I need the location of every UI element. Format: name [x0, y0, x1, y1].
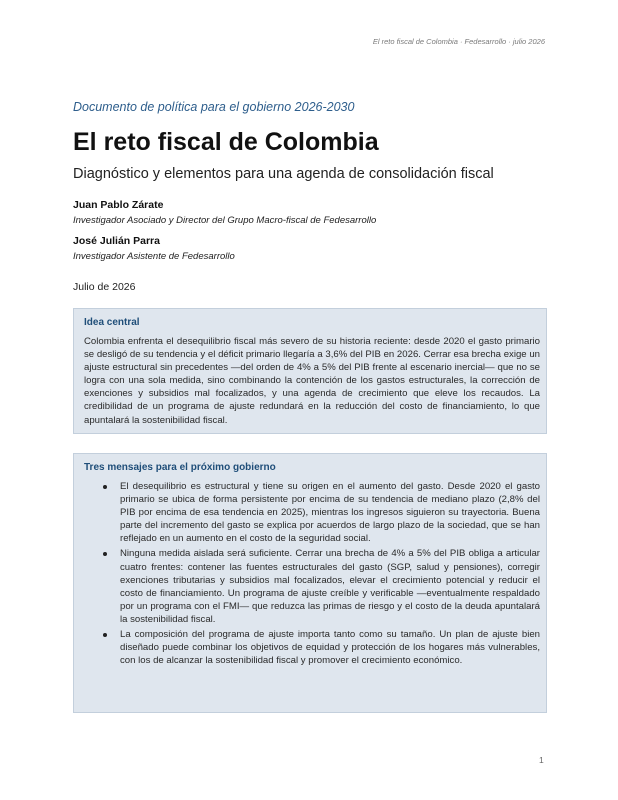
author-name: Juan Pablo Zárate: [73, 199, 164, 211]
message-text: El desequilibrio es estructural y tiene su origen en el aumento del gasto. Desde 2020 el gasto primario se ubica de forma persistente por encima de su tendencia de mediano plazo (2,8% del PIB por encima de esa tendencia en 2025), mientras los ingresos siguieron su trayectoria. Buena parte del incremento del gasto se explica por acuerdos de largo plazo de la sociedad, que se han reflejado en un aumento en el costo de la seguridad social.: [120, 481, 540, 545]
author-role: Investigador Asociado y Director del Grupo Macro-fiscal de Fedesarrollo: [73, 215, 377, 226]
author-name: José Julián Parra: [73, 235, 160, 247]
document-kicker: Documento de política para el gobierno 2026-2030: [73, 100, 355, 114]
bullet-icon: [103, 485, 107, 489]
bullet-icon: [103, 633, 107, 637]
list-item: [84, 628, 540, 667]
idea-central-title: Idea central: [84, 317, 140, 328]
key-messages-box: [73, 453, 547, 713]
message-text: Ninguna medida aislada será suficiente. Cerrar una brecha de 4% a 5% del PIB obliga a articular cuatro frentes: contener las fuentes estructurales del gasto (SGP, salud y pensiones), corregir exenciones tributarias y subsidios mal focalizados, elevar el crecimiento potencial y reducir el costo de financiamiento. Un programa de ajuste creíble y verificable —eventualmente respaldado por un programa con el FMI— que reduzca las primas de riesgo y el costo de la deuda apuntalará la sostenibilidad fiscal.: [120, 548, 540, 625]
list-item: [84, 547, 540, 626]
list-item: [84, 480, 540, 545]
document-subtitle: Diagnóstico y elementos para una agenda de consolidación fiscal: [73, 166, 494, 182]
idea-central-box: [73, 308, 547, 434]
bullet-icon: [103, 552, 107, 556]
message-text: La composición del programa de ajuste importa tanto como su tamaño. Un plan de ajuste bien diseñado puede combinar los objetivos de equidad y protección de los hogares más vulnerables, con los de alcanzar la sostenibilidad fiscal y promover el crecimiento económico.: [120, 629, 540, 667]
running-header: El reto fiscal de Colombia · Fedesarrollo · julio 2026: [372, 37, 545, 46]
key-messages-list: [84, 480, 540, 669]
page-number: 1: [539, 755, 544, 765]
idea-central-text: Colombia enfrenta el desequilibrio fiscal más severo de su historia reciente: desde 2020 el gasto primario se desligó de su tendencia y el déficit primario llegaría a 3,6% del PIB en 2026. Cerrar esa brecha exige un ajuste estructural sin precedentes —del orden de 4% a 5% del PIB frente al escenario inercial— que no se logra con una sola medida, sino combinando la contención de los gastos estructurales, la corrección de exenciones y subsidios mal focalizados, y una agenda de crecimiento que eleve los recaudos. La credibilidad de un programa de ajuste redundará en la reducción del costo de financiamiento, lo que apuntalará la sostenibilidad fiscal.: [84, 336, 540, 426]
author-role: Investigador Asistente de Fedesarrollo: [73, 251, 235, 262]
key-messages-title: Tres mensajes para el próximo gobierno: [84, 462, 276, 473]
document-title: El reto fiscal de Colombia: [73, 128, 379, 156]
document-date: Julio de 2026: [73, 281, 136, 293]
